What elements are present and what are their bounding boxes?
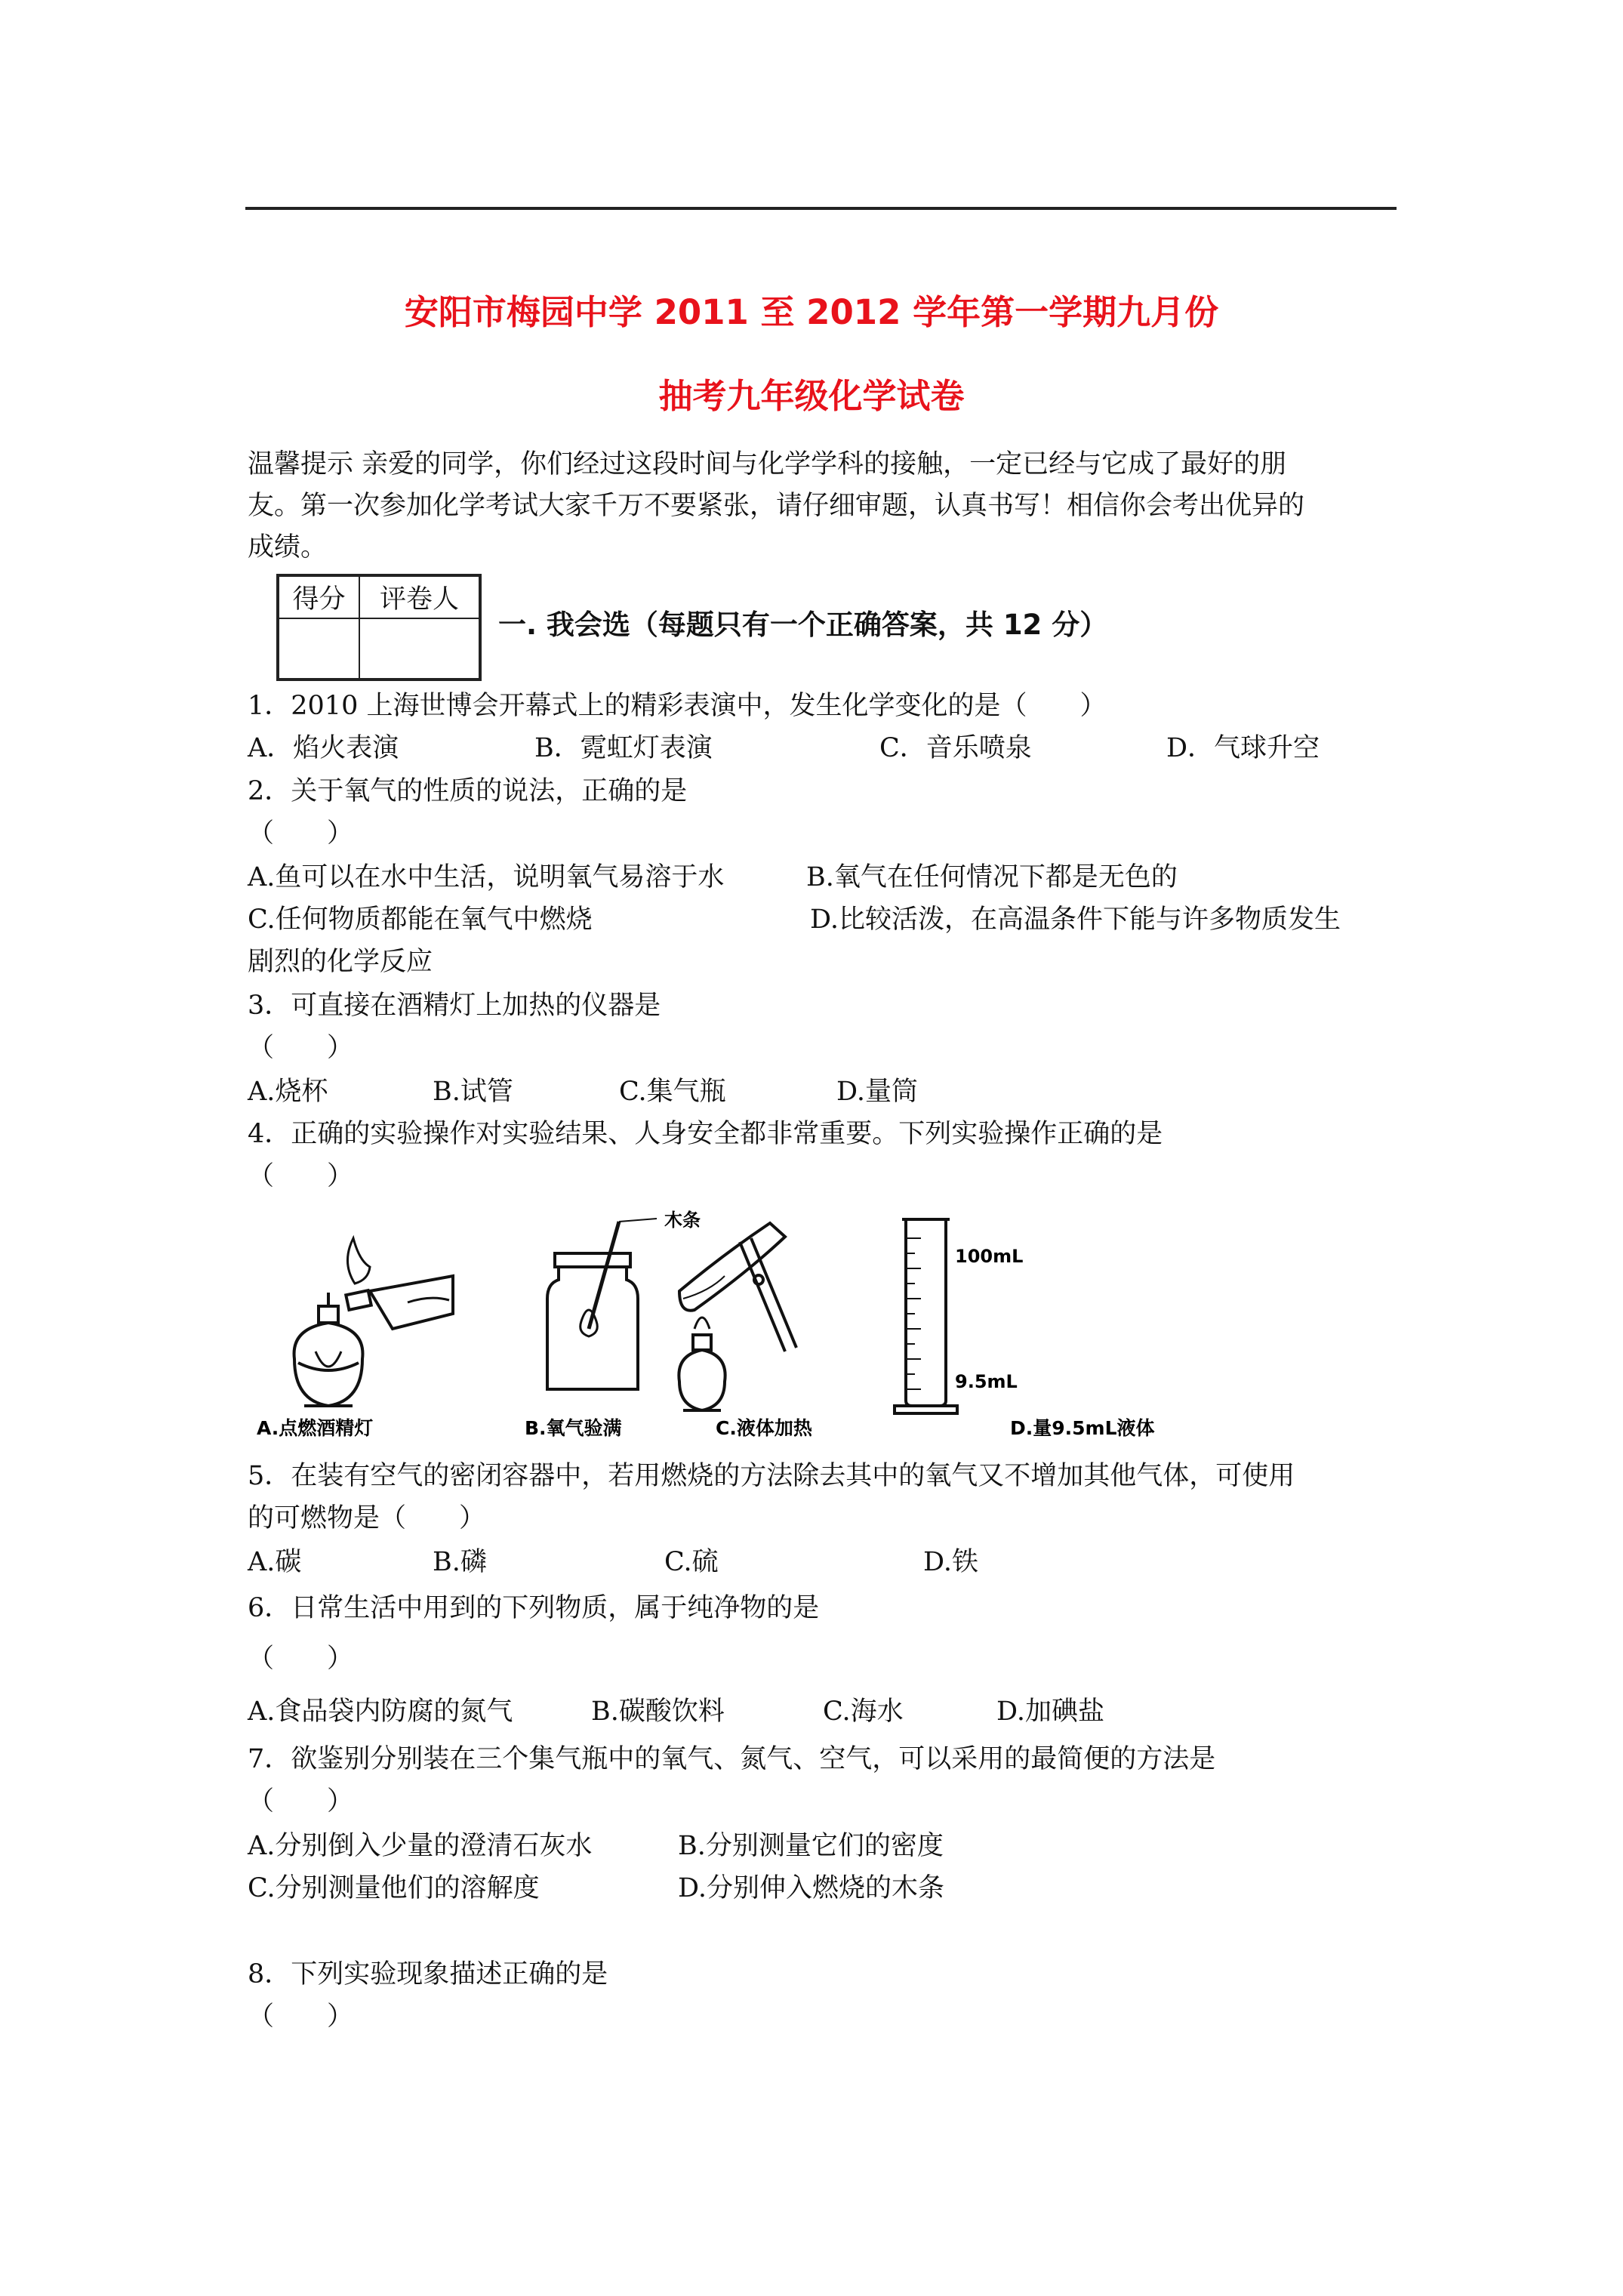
- score-table: [276, 574, 482, 681]
- q1-stem: 1．2010 上海世博会开幕式上的精彩表演中，发生化学变化的是（ ）: [248, 691, 1107, 721]
- q6-option-a: A.食品袋内防腐的氮气: [248, 1697, 513, 1727]
- caption-c: C.液体加热: [716, 1417, 812, 1439]
- q7-option-b: B.分别测量它们的密度: [678, 1831, 944, 1861]
- q1-option-d: D．气球升空: [1166, 733, 1320, 763]
- top-rule: [245, 207, 1397, 210]
- q1-option-a: A．焰火表演: [248, 733, 399, 763]
- q2-paren: （ ）: [248, 818, 354, 849]
- q6-option-c: C.海水: [823, 1697, 904, 1727]
- q2-option-d: D.比较活泼，在高温条件下能与许多物质发生: [810, 905, 1341, 935]
- q5-stem-cont: 的可燃物是（ ）: [248, 1503, 486, 1533]
- q3-option-c: C.集气瓶: [619, 1077, 726, 1107]
- q5-stem: 5．在装有空气的密闭容器中，若用燃烧的方法除去其中的氧气又不增加其他气体，可使用: [248, 1461, 1295, 1491]
- q7-option-d: D.分别伸入燃烧的木条: [678, 1873, 944, 1903]
- intro-line2: 友。第一次参加化学考试大家千万不要紧张，请仔细审题，认真书写！相信你会考出优异的: [248, 491, 1305, 521]
- grader-header: 评卷人: [359, 575, 480, 618]
- q1-option-b: B．霓虹灯表演: [534, 733, 713, 763]
- q8-paren: （ ）: [248, 2002, 354, 2032]
- stick-label-line: [619, 1219, 657, 1222]
- q5-option-c: C.硫: [664, 1547, 719, 1577]
- q3-option-a: A.烧杯: [248, 1077, 328, 1107]
- test-tube-heating-icon: [679, 1223, 796, 1410]
- q6-option-b: B.碳酸饮料: [591, 1697, 725, 1727]
- q3-option-d: D.量筒: [836, 1077, 918, 1107]
- q2-option-c: C.任何物质都能在氧气中燃烧: [248, 905, 593, 935]
- grader-cell[interactable]: [359, 618, 480, 680]
- section-title: 一. 我会选（每题只有一个正确答案，共 12 分）: [498, 609, 1108, 641]
- graduated-cylinder-icon: [895, 1219, 957, 1413]
- caption-d: D.量9.5mL液体: [1010, 1417, 1155, 1439]
- cylinder-95ml-label: 9.5mL: [955, 1371, 1018, 1392]
- caption-a: A.点燃酒精灯: [257, 1417, 374, 1439]
- exam-title-line1: 安阳市梅园中学 2011 至 2012 学年第一学期九月份: [404, 292, 1219, 332]
- wooden-stick-icon: [589, 1222, 619, 1329]
- stick-label: 木条: [664, 1210, 701, 1231]
- caption-b: B.氧气验满: [525, 1417, 622, 1439]
- q7-paren: （ ）: [248, 1786, 354, 1817]
- q1-option-c: C．音乐喷泉: [879, 733, 1032, 763]
- intro-line1: 温馨提示 亲爱的同学，你们经过这段时间与化学学科的接触，一定已经与它成了最好的朋: [248, 449, 1287, 479]
- exam-title-line2: 抽考九年级化学试卷: [658, 376, 965, 416]
- tilted-lamp-icon: [346, 1238, 453, 1329]
- score-cell[interactable]: [278, 618, 359, 680]
- q5-option-a: A.碳: [248, 1547, 302, 1577]
- q3-stem: 3．可直接在酒精灯上加热的仪器是: [248, 991, 661, 1021]
- q2-option-b: B.氧气在任何情况下都是无色的: [806, 862, 1178, 892]
- q7-option-a: A.分别倒入少量的澄清石灰水: [248, 1831, 593, 1861]
- score-header: 得分: [278, 575, 359, 618]
- q3-paren: （ ）: [248, 1033, 354, 1063]
- q6-stem: 6．日常生活中用到的下列物质，属于纯净物的是: [248, 1593, 820, 1623]
- lab-operations-figure: [257, 1208, 1238, 1450]
- q2-option-d-cont: 剧烈的化学反应: [248, 947, 433, 977]
- q7-option-c: C.分别测量他们的溶解度: [248, 1873, 540, 1903]
- q4-stem: 4．正确的实验操作对实验结果、人身安全都非常重要。下列实验操作正确的是: [248, 1119, 1163, 1149]
- q5-option-d: D.铁: [923, 1547, 978, 1577]
- cylinder-100ml-label: 100mL: [955, 1246, 1024, 1267]
- q5-option-b: B.磷: [433, 1547, 487, 1577]
- q6-paren: （ ）: [248, 1644, 354, 1674]
- q3-option-b: B.试管: [433, 1077, 513, 1107]
- q6-option-d: D.加碘盐: [996, 1697, 1104, 1727]
- q2-stem: 2．关于氧气的性质的说法，正确的是: [248, 776, 688, 806]
- q8-stem: 8．下列实验现象描述正确的是: [248, 1959, 608, 1989]
- intro-line3: 成绩。: [248, 532, 328, 562]
- q2-option-a: A.鱼可以在水中生活，说明氧气易溶于水: [248, 862, 725, 892]
- q7-stem: 7．欲鉴别分别装在三个集气瓶中的氧气、氮气、空气，可以采用的最简便的方法是: [248, 1744, 1216, 1774]
- q4-paren: （ ）: [248, 1161, 354, 1191]
